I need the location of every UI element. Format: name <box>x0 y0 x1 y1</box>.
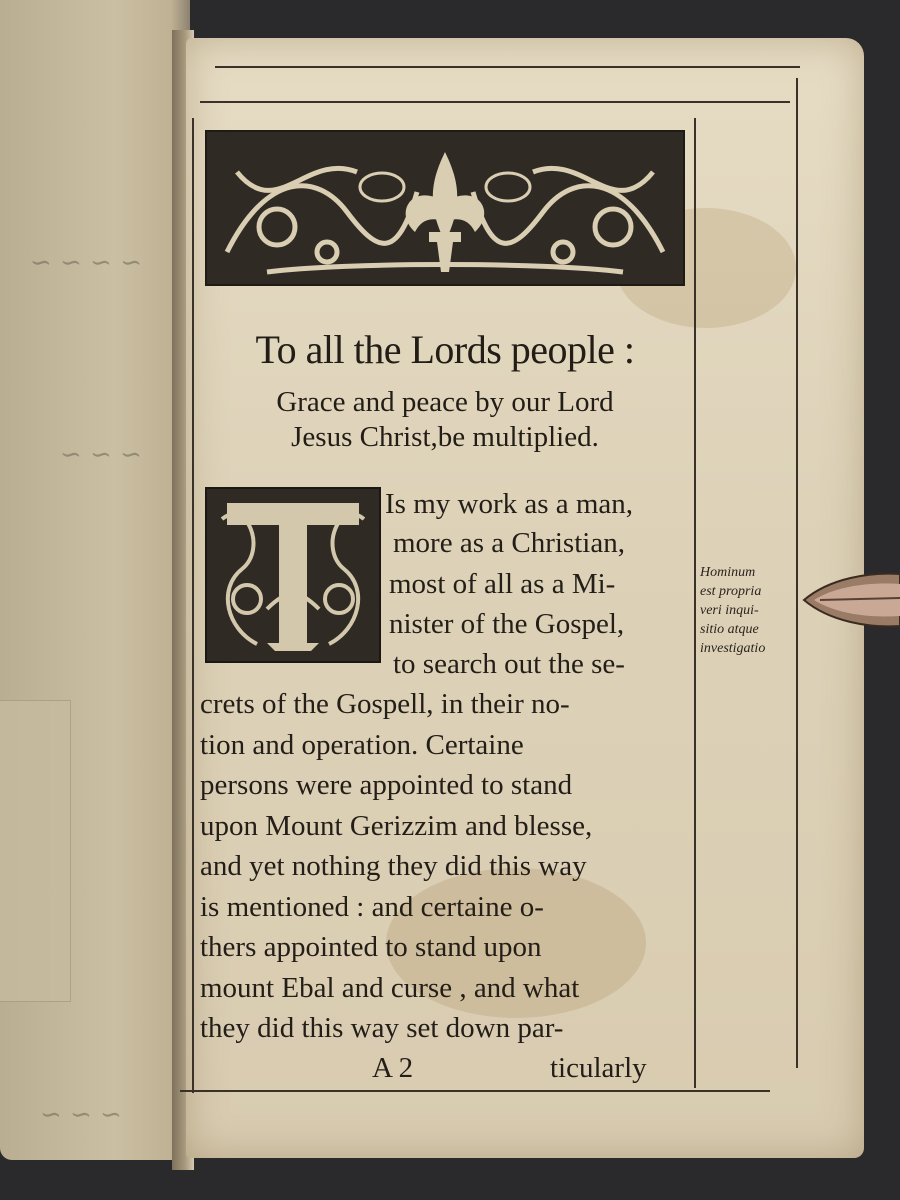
header-rule <box>200 101 790 103</box>
page-heading: To all the Lords people : <box>255 327 635 372</box>
body-line: and yet nothing they did this way <box>200 850 587 882</box>
signature-mark: A 2 <box>372 1052 414 1084</box>
body-line: is mentioned : and certaine o- <box>200 891 544 923</box>
body-line: upon Mount Gerizzim and blesse, <box>200 810 593 842</box>
page-subheading-line-1: Grace and peace by our Lord <box>276 386 614 418</box>
page-subheading-line-2: Jesus Christ,be multiplied. <box>291 421 599 453</box>
bottom-rule <box>180 1090 770 1092</box>
text-margin-rule <box>694 118 696 1088</box>
body-line: persons were appointed to stand <box>200 769 573 801</box>
body-line: they did this way set down par- <box>200 1012 564 1044</box>
margin-note-line: est propria <box>700 584 762 599</box>
left-page-bleed-text: ∼ ∼ ∼ <box>40 1100 122 1130</box>
left-page-bleed-text: ∼ ∼ ∼ ∼ <box>30 248 142 278</box>
top-rule <box>215 66 800 68</box>
body-line: crets of the Gospell, in their no- <box>200 688 570 720</box>
bookmark-clip-icon <box>800 568 900 630</box>
margin-note-line: Hominum <box>700 565 756 580</box>
left-frame-rule <box>192 118 194 1093</box>
body-line: more as a Christian, <box>393 527 625 559</box>
margin-note-line: sitio atque <box>700 622 759 637</box>
outer-frame-rule <box>796 78 798 1068</box>
left-page <box>0 0 190 1160</box>
woodcut-headpiece-icon <box>205 130 685 286</box>
body-line: Is my work as a man, <box>385 488 634 520</box>
body-line: thers appointed to stand upon <box>200 931 542 963</box>
left-page-bleed-text: ∼ ∼ ∼ <box>60 440 142 470</box>
margin-note-line: veri inqui- <box>700 603 759 618</box>
body-line: mount Ebal and curse , and what <box>200 972 580 1004</box>
margin-note <box>700 563 795 658</box>
body-line: nister of the Gospel, <box>389 608 625 640</box>
catchword: ticularly <box>550 1052 647 1084</box>
body-line: to search out the se- <box>393 648 625 680</box>
body-line: tion and operation. Certaine <box>200 729 524 761</box>
body-line: most of all as a Mi- <box>389 568 616 600</box>
woodcut-initial-T-icon <box>205 487 381 663</box>
margin-note-line: investigatio <box>700 641 766 656</box>
left-page-plate <box>0 700 71 1002</box>
